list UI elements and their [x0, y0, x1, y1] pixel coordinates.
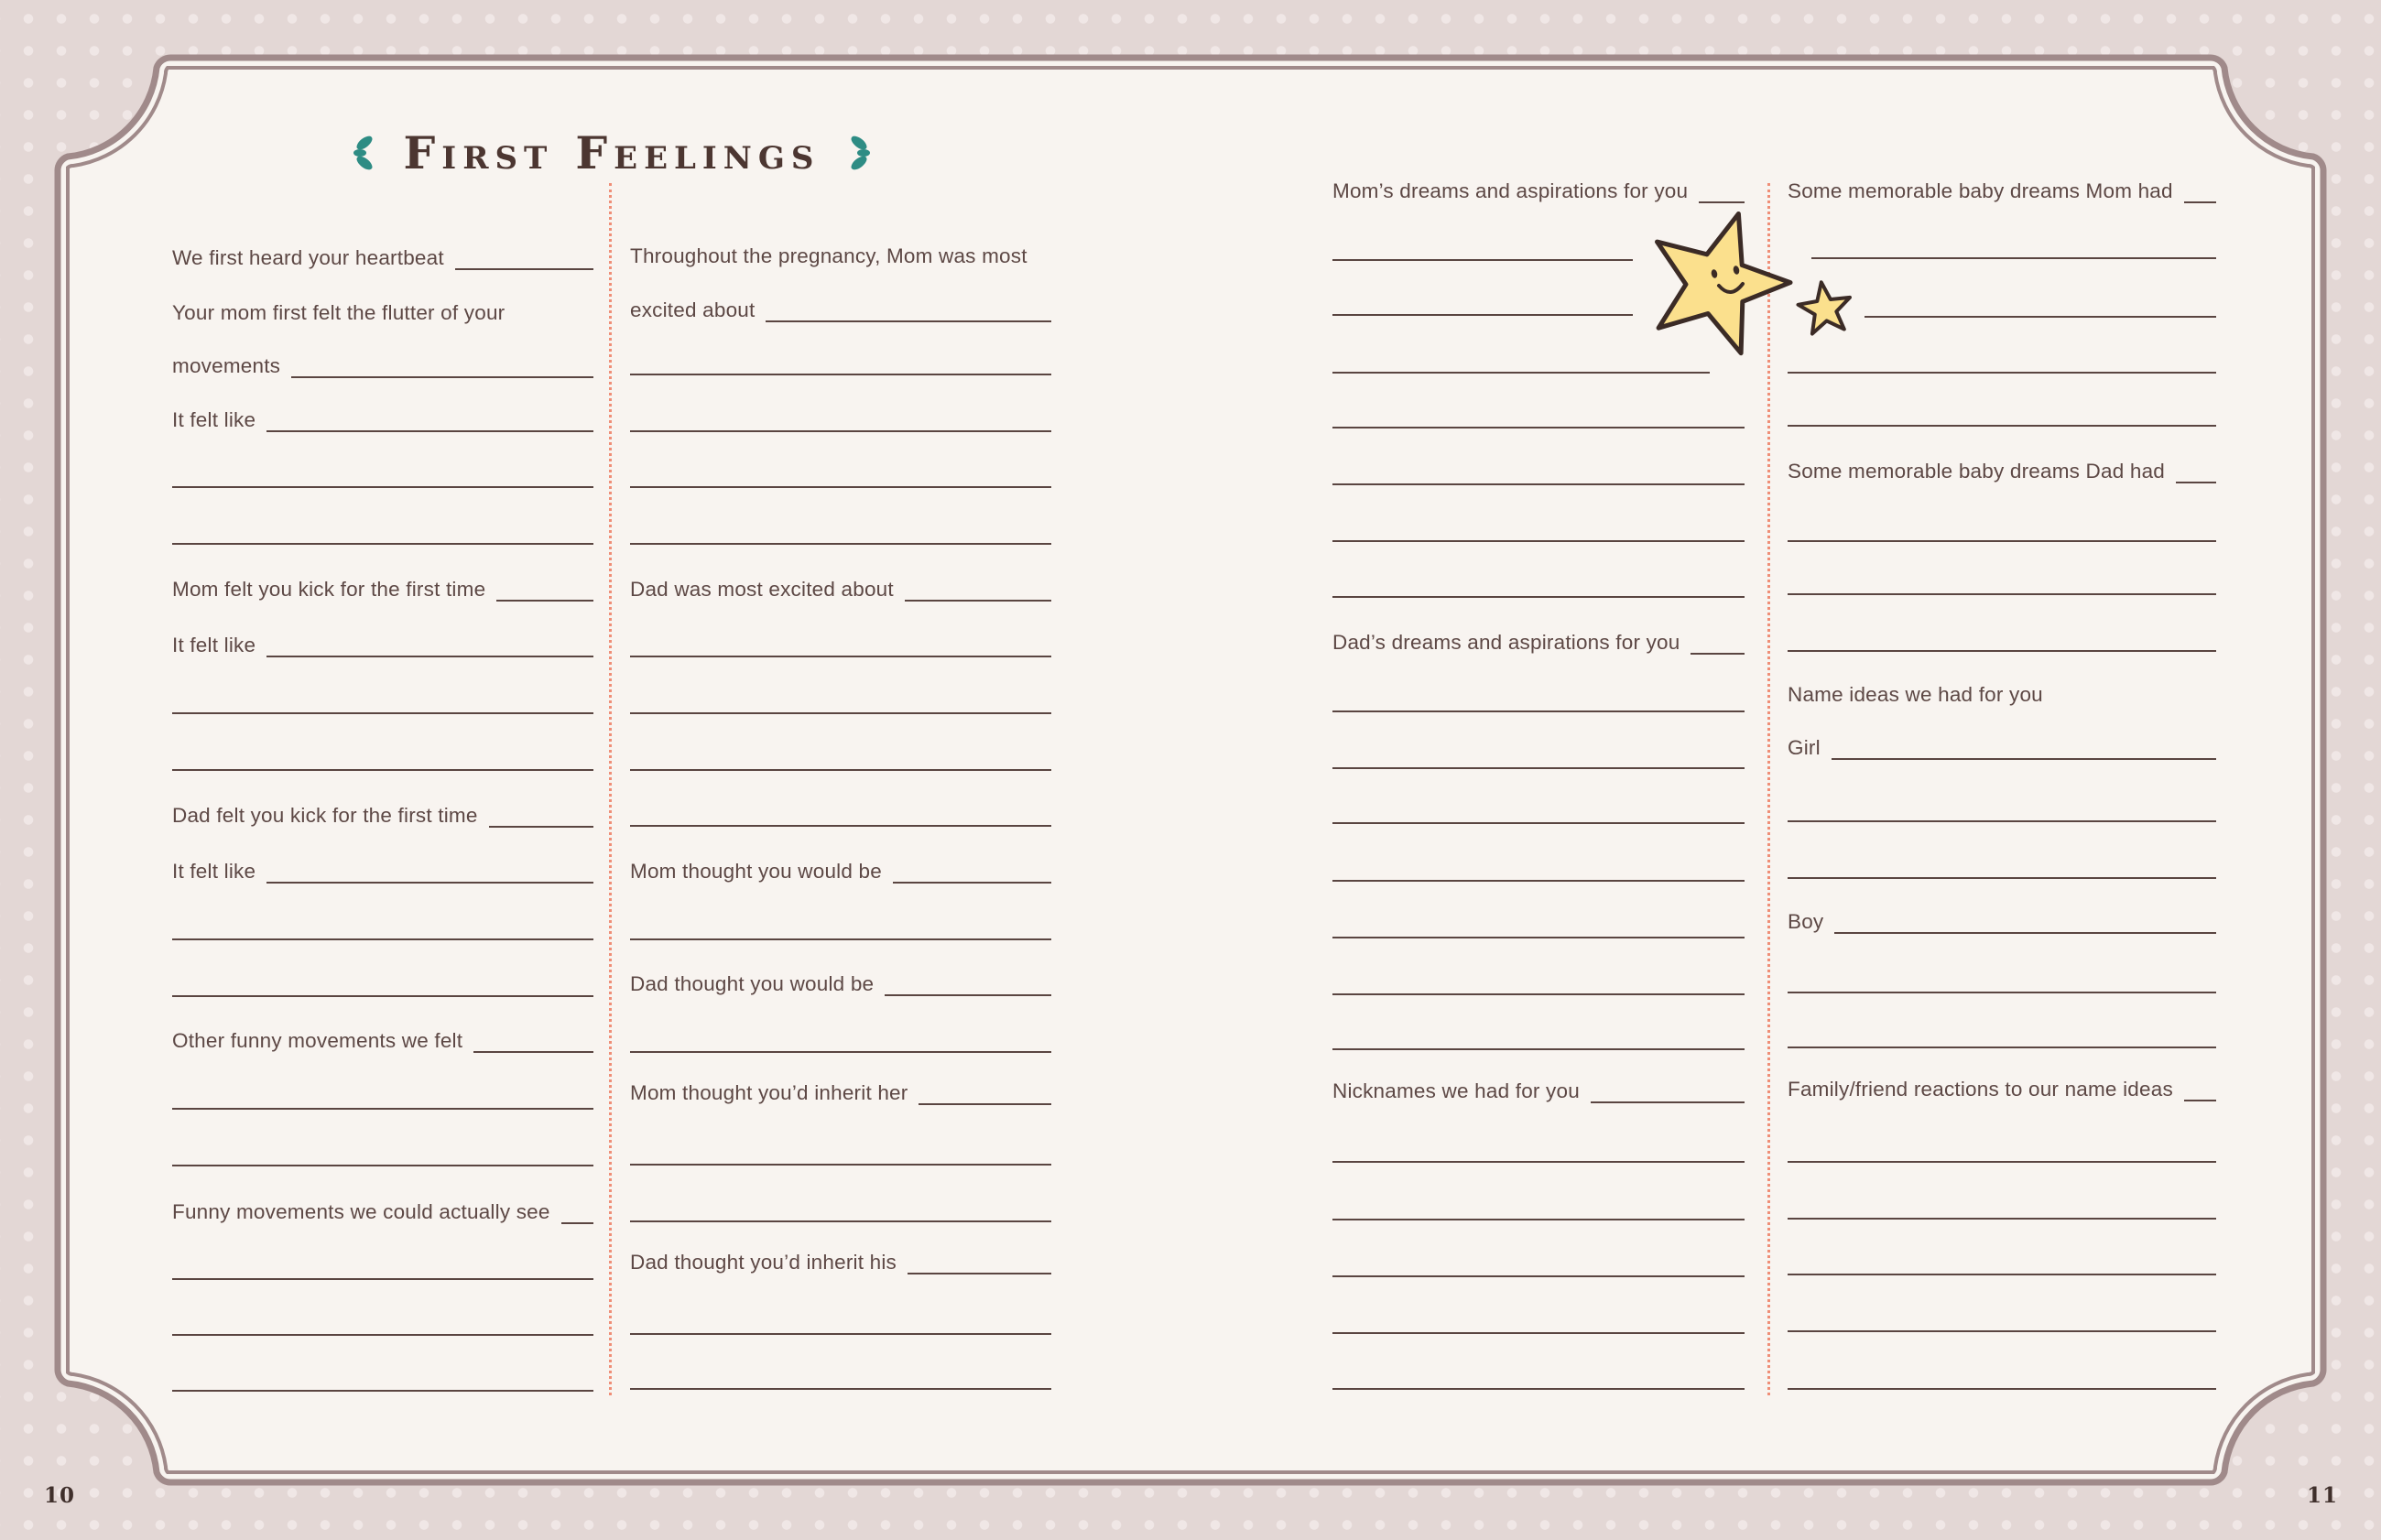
write-in-line-row — [1332, 1188, 1745, 1220]
write-in-line-row — [1788, 846, 2216, 879]
prompt-label: Mom thought you would be — [630, 860, 882, 884]
blank-write-in-line — [266, 430, 593, 432]
prompt-label: Family/friend reactions to our name ideas — [1788, 1078, 2173, 1101]
blank-write-in-line — [1332, 993, 1745, 995]
blank-write-in-line — [1332, 596, 1745, 598]
blank-write-in-line — [2184, 1100, 2216, 1101]
write-in-line-row — [1865, 285, 2216, 318]
write-in-line-row — [1332, 736, 1745, 769]
blank-write-in-line — [1591, 1101, 1745, 1103]
blank-write-in-line — [266, 882, 593, 884]
blank-write-in-line — [630, 712, 1051, 714]
write-in-line-row — [1332, 509, 1745, 542]
column-divider — [1767, 183, 1770, 1395]
write-in-line-row — [1332, 228, 1633, 261]
blank-write-in-line — [172, 995, 593, 997]
write-in-line-row — [1332, 565, 1745, 598]
blank-write-in-line — [1865, 316, 2216, 318]
prompt-label: Dad was most excited about — [630, 578, 894, 602]
blank-write-in-line — [172, 1165, 593, 1166]
blank-write-in-line — [630, 825, 1051, 827]
blank-write-in-line — [1788, 877, 2216, 879]
prompt-row — [172, 292, 593, 325]
prompt-row — [172, 795, 593, 828]
prompt-label: Name ideas we had for you — [1788, 683, 2043, 707]
blank-write-in-line — [473, 1051, 593, 1053]
prompt-row — [172, 345, 593, 378]
write-in-line-row — [1811, 226, 2216, 259]
blank-write-in-line — [1788, 1274, 2216, 1275]
prompt-label: Your mom first felt the flutter of your — [172, 301, 506, 325]
write-in-line-row — [1332, 452, 1745, 485]
write-in-line-row — [1788, 509, 2216, 542]
write-in-line-row — [630, 1357, 1051, 1390]
blank-write-in-line — [766, 320, 1051, 322]
prompt-label: Girl — [1788, 736, 1821, 760]
blank-write-in-line — [561, 1222, 593, 1224]
blank-write-in-line — [1332, 427, 1745, 428]
prompt-row — [1788, 901, 2216, 934]
prompt-label: Throughout the pregnancy, Mom was most — [630, 244, 1027, 268]
blank-write-in-line — [905, 600, 1051, 602]
blank-write-in-line — [172, 712, 593, 714]
write-in-line-row — [1332, 1130, 1745, 1163]
blank-write-in-line — [1811, 257, 2216, 259]
prompt-label: Some memorable baby dreams Mom had — [1788, 179, 2173, 203]
column-divider — [609, 183, 612, 1395]
write-in-line-row — [1332, 906, 1745, 938]
stars-illustration — [1639, 197, 1864, 362]
prompt-column-left-2 — [630, 0, 1051, 1540]
blank-write-in-line — [1332, 372, 1710, 374]
blank-write-in-line — [893, 882, 1051, 884]
prompt-row — [630, 963, 1051, 996]
prompt-label: Mom felt you kick for the first time — [172, 578, 486, 602]
blank-write-in-line — [630, 1333, 1051, 1335]
blank-write-in-line — [1332, 483, 1745, 485]
blank-write-in-line — [1788, 372, 2216, 374]
write-in-line-row — [630, 907, 1051, 940]
page-number-right: 11 — [2306, 1483, 2338, 1508]
blank-write-in-line — [1332, 710, 1745, 712]
blank-write-in-line — [1788, 425, 2216, 427]
blank-write-in-line — [919, 1103, 1051, 1105]
blank-write-in-line — [1332, 1388, 1745, 1390]
blank-write-in-line — [1788, 1047, 2216, 1048]
write-in-line-row — [1332, 849, 1745, 882]
write-in-line-row — [172, 512, 593, 545]
prompt-row — [630, 289, 1051, 322]
write-in-line-row — [1788, 1357, 2216, 1390]
blank-write-in-line — [630, 769, 1051, 771]
prompt-column-left-1 — [172, 0, 593, 1540]
write-in-line-row — [172, 1359, 593, 1392]
blank-write-in-line — [630, 1164, 1051, 1166]
blank-write-in-line — [630, 656, 1051, 657]
write-in-line-row — [1788, 1242, 2216, 1275]
blank-write-in-line — [1788, 1330, 2216, 1332]
write-in-line-row — [1788, 1187, 2216, 1220]
prompt-row — [1788, 1068, 2216, 1101]
blank-write-in-line — [1788, 992, 2216, 993]
blank-write-in-line — [1332, 767, 1745, 769]
prompt-label: movements — [172, 354, 281, 378]
prompt-label: It felt like — [172, 860, 256, 884]
smiling-star-icon — [1658, 214, 1791, 353]
blank-write-in-line — [1788, 650, 2216, 652]
prompt-label: It felt like — [172, 634, 256, 657]
blank-write-in-line — [172, 769, 593, 771]
blank-write-in-line — [1788, 540, 2216, 542]
blank-write-in-line — [885, 994, 1051, 996]
prompt-label: Boy — [1788, 910, 1824, 934]
write-in-line-row — [630, 794, 1051, 827]
write-in-line-row — [1332, 1357, 1745, 1390]
write-in-line-row — [172, 681, 593, 714]
prompt-label: It felt like — [172, 408, 256, 432]
blank-write-in-line — [1788, 1388, 2216, 1390]
blank-write-in-line — [1332, 1048, 1745, 1050]
prompt-label: Dad felt you kick for the first time — [172, 804, 478, 828]
blank-write-in-line — [1788, 1218, 2216, 1220]
blank-write-in-line — [455, 268, 593, 270]
write-in-line-row — [630, 624, 1051, 657]
blank-write-in-line — [172, 1278, 593, 1280]
prompt-label: Funny movements we could actually see — [172, 1200, 550, 1224]
write-in-line-row — [630, 342, 1051, 375]
blank-write-in-line — [630, 1051, 1051, 1053]
write-in-line-row — [172, 1133, 593, 1166]
write-in-line-row — [630, 1189, 1051, 1222]
blank-write-in-line — [1788, 593, 2216, 595]
blank-write-in-line — [172, 938, 593, 940]
prompt-label: Dad thought you would be — [630, 972, 875, 996]
prompt-label: Dad thought you’d inherit his — [630, 1251, 897, 1274]
blank-write-in-line — [172, 1108, 593, 1110]
blank-write-in-line — [2184, 201, 2216, 203]
blank-write-in-line — [630, 1220, 1051, 1222]
blank-write-in-line — [489, 826, 593, 828]
blank-write-in-line — [1788, 1161, 2216, 1163]
write-in-line-row — [1332, 1017, 1745, 1050]
blank-write-in-line — [496, 600, 593, 602]
blank-write-in-line — [1832, 758, 2216, 760]
write-in-line-row — [1788, 1299, 2216, 1332]
prompt-row — [1332, 622, 1745, 655]
blank-write-in-line — [291, 376, 593, 378]
blank-write-in-line — [1332, 259, 1633, 261]
write-in-line-row — [1332, 283, 1633, 316]
blank-write-in-line — [1332, 822, 1745, 824]
small-star-icon — [1799, 282, 1851, 333]
write-in-line-row — [172, 1247, 593, 1280]
write-in-line-row — [1788, 1015, 2216, 1048]
prompt-label: Mom thought you’d inherit her — [630, 1081, 908, 1105]
blank-write-in-line — [1332, 1219, 1745, 1220]
write-in-line-row — [172, 964, 593, 997]
prompt-row — [630, 851, 1051, 884]
blank-write-in-line — [1332, 937, 1745, 938]
write-in-line-row — [172, 907, 593, 940]
write-in-line-row — [172, 738, 593, 771]
blank-write-in-line — [1332, 880, 1745, 882]
blank-write-in-line — [630, 486, 1051, 488]
write-in-line-row — [172, 1303, 593, 1336]
blank-write-in-line — [908, 1273, 1051, 1274]
prompt-label: We first heard your heartbeat — [172, 246, 444, 270]
prompt-row — [630, 1242, 1051, 1274]
write-in-line-row — [1788, 394, 2216, 427]
blank-write-in-line — [1332, 1161, 1745, 1163]
prompt-row — [630, 1072, 1051, 1105]
prompt-row — [172, 624, 593, 657]
prompt-row — [172, 237, 593, 270]
write-in-line-row — [630, 1133, 1051, 1166]
prompt-row — [630, 569, 1051, 602]
write-in-line-row — [1332, 1244, 1745, 1277]
write-in-line-row — [172, 455, 593, 488]
blank-write-in-line — [630, 430, 1051, 432]
blank-write-in-line — [172, 1334, 593, 1336]
write-in-line-row — [1788, 1130, 2216, 1163]
blank-write-in-line — [1691, 653, 1745, 655]
blank-write-in-line — [172, 1390, 593, 1392]
blank-write-in-line — [172, 486, 593, 488]
prompt-label: Mom’s dreams and aspirations for you — [1332, 179, 1689, 203]
write-in-line-row — [1332, 1301, 1745, 1334]
write-in-line-row — [1332, 396, 1745, 428]
prompt-row — [630, 235, 1051, 268]
write-in-line-row — [1788, 960, 2216, 993]
write-in-line-row — [630, 399, 1051, 432]
write-in-line-row — [630, 455, 1051, 488]
blank-write-in-line — [1332, 1275, 1745, 1277]
write-in-line-row — [1788, 619, 2216, 652]
prompt-row — [172, 851, 593, 884]
page-title: First Feelings — [403, 126, 821, 179]
write-in-line-row — [1788, 562, 2216, 595]
prompt-row — [172, 1191, 593, 1224]
blank-write-in-line — [1332, 1332, 1745, 1334]
prompt-label: Other funny movements we felt — [172, 1029, 463, 1053]
prompt-label: Some memorable baby dreams Dad had — [1788, 460, 2166, 483]
write-in-line-row — [630, 1020, 1051, 1053]
write-in-line-row — [172, 1077, 593, 1110]
write-in-line-row — [630, 681, 1051, 714]
write-in-line-row — [1332, 962, 1745, 995]
prompt-row — [172, 1020, 593, 1053]
blank-write-in-line — [1788, 820, 2216, 822]
blank-write-in-line — [1332, 540, 1745, 542]
prompt-row — [1788, 674, 2216, 707]
prompt-row — [172, 399, 593, 432]
blank-write-in-line — [630, 543, 1051, 545]
write-in-line-row — [1788, 789, 2216, 822]
write-in-line-row — [630, 512, 1051, 545]
blank-write-in-line — [266, 656, 593, 657]
blank-write-in-line — [1834, 932, 2216, 934]
prompt-row — [172, 569, 593, 602]
write-in-line-row — [630, 1302, 1051, 1335]
prompt-row — [1788, 450, 2216, 483]
blank-write-in-line — [630, 374, 1051, 375]
blank-write-in-line — [2176, 482, 2216, 483]
prompt-label: Nicknames we had for you — [1332, 1079, 1580, 1103]
prompt-row — [1332, 1070, 1745, 1103]
prompt-label: Dad’s dreams and aspirations for you — [1332, 631, 1680, 655]
page-number-left: 10 — [44, 1483, 76, 1508]
write-in-line-row — [1332, 791, 1745, 824]
blank-write-in-line — [630, 938, 1051, 940]
write-in-line-row — [630, 738, 1051, 771]
blank-write-in-line — [630, 1388, 1051, 1390]
prompt-row — [1788, 727, 2216, 760]
blank-write-in-line — [1332, 314, 1633, 316]
write-in-line-row — [1332, 679, 1745, 712]
blank-write-in-line — [172, 543, 593, 545]
prompt-label: excited about — [630, 298, 756, 322]
